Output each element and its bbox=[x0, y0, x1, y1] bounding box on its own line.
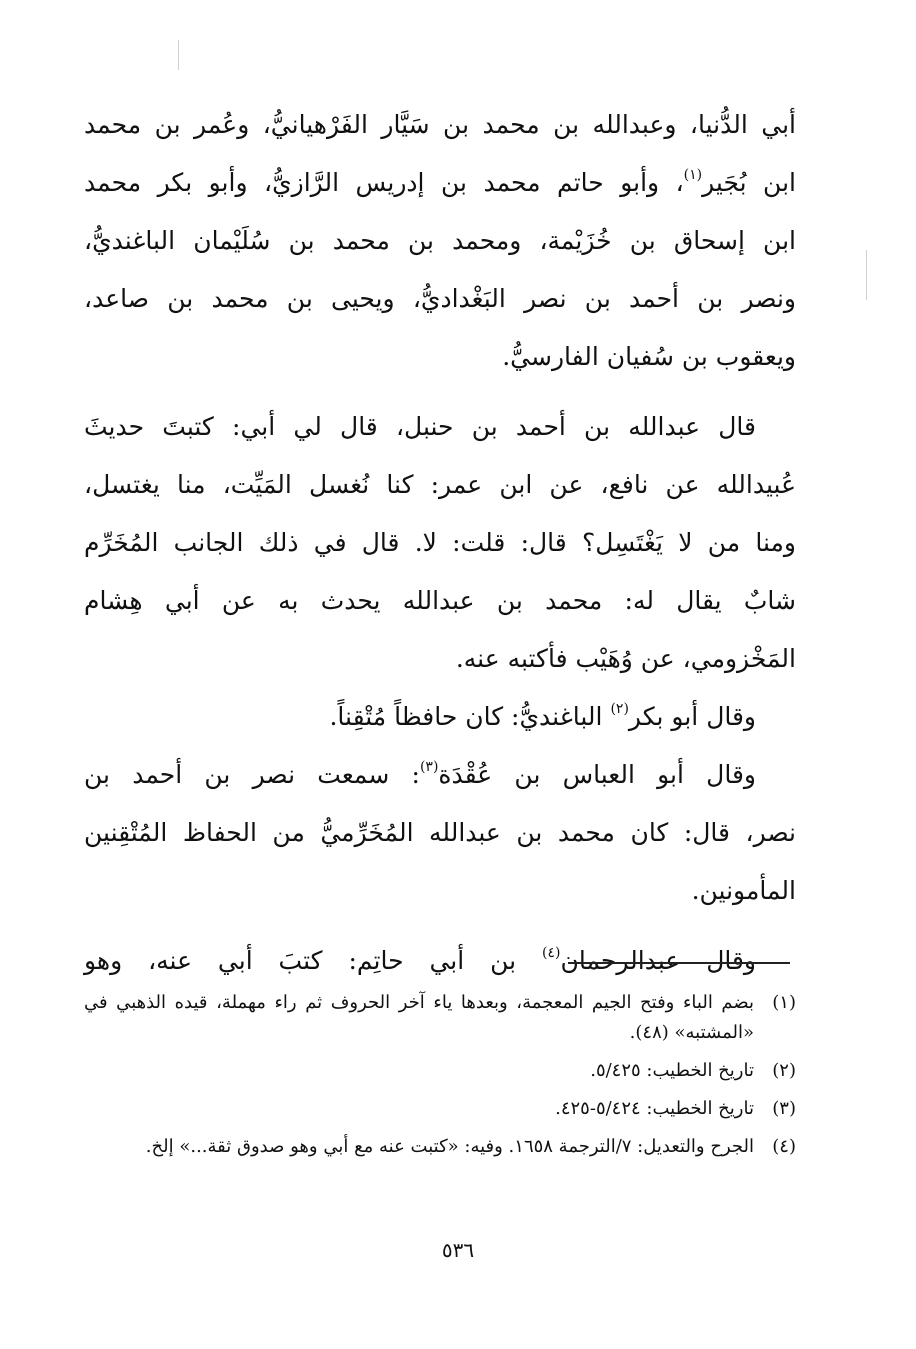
text-line: أبي الدُّنيا، وعبدالله بن محمد بن سَيَّار الفَرْهيانيُّ، وعُمر بن محمد bbox=[84, 110, 796, 139]
text-segment: ابن بُجَير bbox=[702, 168, 796, 197]
text-segment: : سمعت نصر بن أحمد بن bbox=[84, 760, 420, 789]
footnote-number: (٢) bbox=[772, 1060, 796, 1081]
footnote-number: (١) bbox=[772, 992, 796, 1013]
footnotes bbox=[84, 988, 796, 1170]
paragraph-1 bbox=[84, 96, 796, 386]
text-segment: بن أبي حاتِم: كتبَ أبي عنه، وهو bbox=[84, 946, 542, 975]
text-segment: ، وأبو حاتم محمد بن إدريس الرَّازيُّ، وأبو بكر محمد bbox=[84, 168, 684, 197]
text-segment: الباغنديُّ: كان حافظاً مُتْقِناً. bbox=[329, 702, 611, 731]
footnote-ref-4[interactable]: (٤) bbox=[542, 945, 561, 961]
text-segment: وقال أبو بكر bbox=[628, 702, 756, 731]
footnote-text: الجرح والتعديل: ٧/الترجمة ١٦٥٨. وفيه: «كتبت عنه مع أبي وهو صدوق ثقة...» إلخ. bbox=[145, 1136, 754, 1157]
text-line bbox=[84, 746, 796, 804]
text-segment: وقال عبدالرحمان bbox=[560, 946, 757, 975]
text-line bbox=[84, 932, 796, 990]
footnote-ref-1[interactable]: (١) bbox=[683, 167, 703, 183]
paragraph-2 bbox=[84, 398, 796, 688]
footnote-ref-2[interactable]: (٢) bbox=[610, 701, 629, 717]
footnote-item bbox=[84, 1056, 796, 1086]
footnote-separator bbox=[568, 962, 790, 964]
text-segment: وقال أبو العباس بن عُقْدَة bbox=[438, 760, 756, 789]
text-line: ابن إسحاق بن خُزَيْمة، ومحمد بن محمد بن سُلَيْمان الباغنديُّ، bbox=[84, 226, 796, 255]
page-number: ٥٣٦ bbox=[441, 1238, 475, 1262]
text-line: المَخْزومي، عن وُهَيْب فأكتبه عنه. bbox=[455, 644, 796, 673]
footnote-text: تاريخ الخطيب: ٥/٤٢٤-٤٢٥. bbox=[555, 1098, 754, 1119]
text-line: المأمونين. bbox=[691, 876, 796, 905]
footnote-item bbox=[84, 988, 796, 1048]
text-line: ونصر بن أحمد بن نصر البَغْداديُّ، ويحيى بن محمد بن صاعد، bbox=[84, 284, 796, 313]
paragraph-3 bbox=[84, 688, 796, 746]
scan-artifact-line bbox=[178, 40, 179, 70]
footnote-item bbox=[84, 1132, 796, 1162]
text-line: نصر، قال: كان محمد بن عبدالله المُخَرِّميُّ من الحفاظ المُتْقِنين bbox=[84, 818, 796, 847]
footnote-ref-3[interactable]: (٣) bbox=[419, 759, 439, 775]
text-line bbox=[84, 154, 796, 212]
scan-artifact-line bbox=[866, 250, 867, 300]
paragraph-4 bbox=[84, 746, 796, 920]
paragraph-5 bbox=[84, 932, 796, 990]
footnote-text: تاريخ الخطيب: ٥/٤٢٥. bbox=[590, 1060, 754, 1081]
text-line: قال عبدالله بن أحمد بن حنبل، قال لي أبي: كتبتَ حديثَ bbox=[84, 412, 756, 441]
footnote-number: (٤) bbox=[772, 1136, 796, 1157]
footnote-number: (٣) bbox=[772, 1098, 796, 1119]
main-text bbox=[84, 96, 796, 990]
text-line: ومنا من لا يَغْتَسِل؟ قال: قلت: لا. قال في ذلك الجانب المُخَرِّم bbox=[84, 528, 796, 557]
text-line: ويعقوب بن سُفيان الفارسيُّ. bbox=[502, 342, 796, 371]
footnote-item bbox=[84, 1094, 796, 1124]
text-line: عُبيدالله عن نافع، عن ابن عمر: كنا نُغسل المَيِّت، منا يغتسل، bbox=[84, 470, 796, 499]
text-line bbox=[84, 688, 796, 746]
text-line: شابٌ يقال له: محمد بن عبدالله يحدث به عن أبي هِشام bbox=[84, 586, 796, 615]
footnote-text: بضم الباء وفتح الجيم المعجمة، وبعدها ياء آخر الحروف ثم راء مهملة، قيده الذهبي في «المشتبه» (٤٨). bbox=[84, 992, 754, 1043]
